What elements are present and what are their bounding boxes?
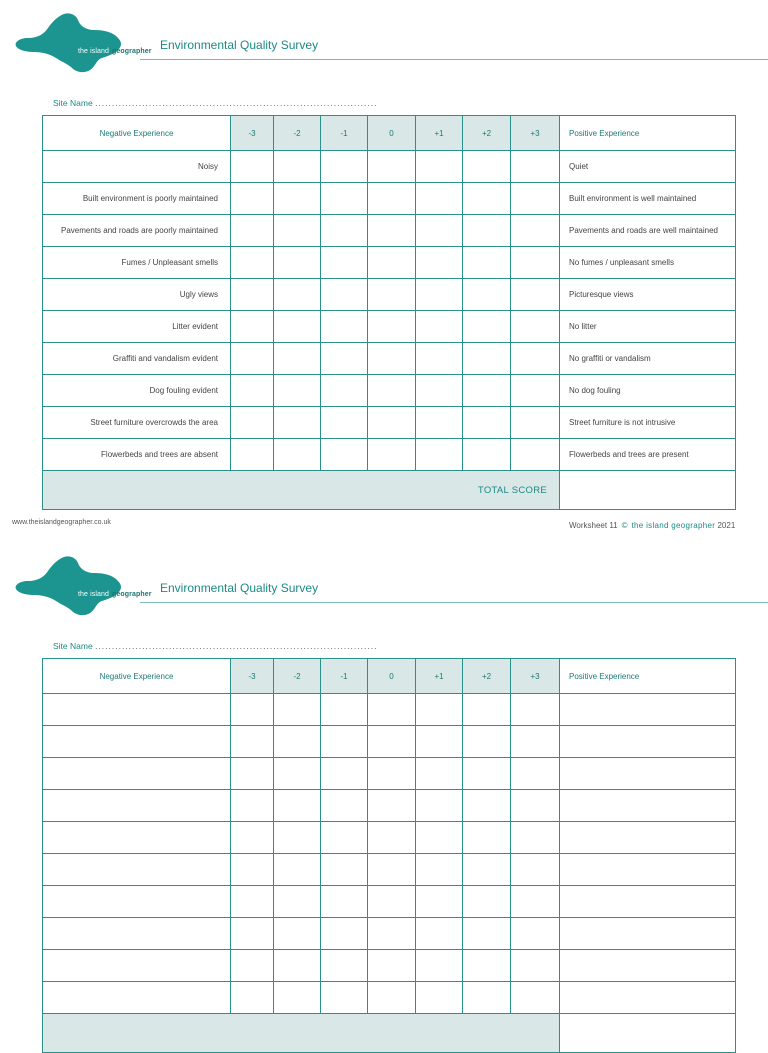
score-cell[interactable] xyxy=(416,247,463,279)
table-row xyxy=(43,215,736,247)
score-cell[interactable] xyxy=(416,215,463,247)
negative-criterion xyxy=(43,822,231,854)
score-cell[interactable] xyxy=(231,439,274,471)
total-score-label: TOTAL SCORE xyxy=(43,471,560,510)
score-cell[interactable] xyxy=(511,790,560,822)
score-cell[interactable] xyxy=(368,279,416,311)
negative-criterion xyxy=(43,758,231,790)
score-cell[interactable] xyxy=(321,790,368,822)
score-cell[interactable] xyxy=(416,279,463,311)
score-cell[interactable] xyxy=(231,758,274,790)
positive-criterion xyxy=(560,886,736,918)
score-cell[interactable] xyxy=(274,151,321,183)
score-cell[interactable] xyxy=(274,758,321,790)
positive-criterion: Flowerbeds and trees are present xyxy=(560,439,736,471)
score-cell[interactable] xyxy=(321,183,368,215)
total-row xyxy=(43,1014,736,1053)
table-row xyxy=(43,375,736,407)
score-cell[interactable] xyxy=(511,726,560,758)
island-logo-icon xyxy=(14,12,144,74)
logo xyxy=(14,555,152,617)
negative-criterion: Graffiti and vandalism evident xyxy=(43,343,231,375)
score-cell[interactable] xyxy=(231,950,274,982)
score-header: -3 xyxy=(231,659,274,694)
score-cell[interactable] xyxy=(463,726,511,758)
table-row xyxy=(43,694,736,726)
positive-criterion: No fumes / unpleasant smells xyxy=(560,247,736,279)
score-cell[interactable] xyxy=(416,726,463,758)
score-cell[interactable] xyxy=(463,918,511,950)
score-cell[interactable] xyxy=(231,407,274,439)
table-row xyxy=(43,886,736,918)
positive-criterion xyxy=(560,726,736,758)
score-cell[interactable] xyxy=(231,247,274,279)
positive-criterion: Picturesque views xyxy=(560,279,736,311)
score-header: 0 xyxy=(368,659,416,694)
score-cell[interactable] xyxy=(416,183,463,215)
score-cell[interactable] xyxy=(368,375,416,407)
site-name-label: Site Name xyxy=(53,641,93,651)
score-cell[interactable] xyxy=(463,183,511,215)
score-cell[interactable] xyxy=(368,982,416,1014)
score-cell[interactable] xyxy=(321,854,368,886)
table-row xyxy=(43,407,736,439)
table-row xyxy=(43,247,736,279)
site-name-label: Site Name xyxy=(53,98,93,108)
score-cell[interactable] xyxy=(231,343,274,375)
score-cell[interactable] xyxy=(416,758,463,790)
total-score-cell[interactable] xyxy=(560,1014,736,1053)
positive-criterion xyxy=(560,694,736,726)
score-header: -1 xyxy=(321,116,368,151)
score-cell[interactable] xyxy=(231,726,274,758)
negative-criterion: Fumes / Unpleasant smells xyxy=(43,247,231,279)
score-cell[interactable] xyxy=(321,151,368,183)
score-cell[interactable] xyxy=(368,407,416,439)
score-cell[interactable] xyxy=(274,407,321,439)
score-cell[interactable] xyxy=(416,854,463,886)
score-cell[interactable] xyxy=(368,758,416,790)
negative-criterion xyxy=(43,726,231,758)
positive-criterion xyxy=(560,982,736,1014)
negative-criterion: Street furniture overcrowds the area xyxy=(43,407,231,439)
score-cell[interactable] xyxy=(231,918,274,950)
score-cell[interactable] xyxy=(463,790,511,822)
score-cell[interactable] xyxy=(274,790,321,822)
positive-criterion xyxy=(560,854,736,886)
score-header: -3 xyxy=(231,116,274,151)
score-cell[interactable] xyxy=(463,375,511,407)
negative-criterion xyxy=(43,982,231,1014)
table-row xyxy=(43,982,736,1014)
score-cell[interactable] xyxy=(321,215,368,247)
score-cell[interactable] xyxy=(463,822,511,854)
score-cell[interactable] xyxy=(463,854,511,886)
header-divider xyxy=(140,602,768,603)
score-cell[interactable] xyxy=(231,215,274,247)
score-cell[interactable] xyxy=(274,822,321,854)
table-row xyxy=(43,183,736,215)
score-cell[interactable] xyxy=(321,726,368,758)
score-cell[interactable] xyxy=(368,950,416,982)
score-cell[interactable] xyxy=(231,854,274,886)
site-name-field[interactable] xyxy=(53,641,473,651)
score-cell[interactable] xyxy=(416,950,463,982)
score-cell[interactable] xyxy=(511,279,560,311)
score-cell[interactable] xyxy=(231,183,274,215)
score-header: -2 xyxy=(274,659,321,694)
footer-year: 2021 xyxy=(717,521,736,530)
score-cell[interactable] xyxy=(368,183,416,215)
score-cell[interactable] xyxy=(274,982,321,1014)
negative-experience-header: Negative Experience xyxy=(43,116,231,151)
negative-criterion xyxy=(43,694,231,726)
table-row xyxy=(43,343,736,375)
table-row xyxy=(43,439,736,471)
table-row xyxy=(43,279,736,311)
score-cell[interactable] xyxy=(321,279,368,311)
score-cell[interactable] xyxy=(321,343,368,375)
score-cell[interactable] xyxy=(463,247,511,279)
score-cell[interactable] xyxy=(274,694,321,726)
score-cell[interactable] xyxy=(274,854,321,886)
score-cell[interactable] xyxy=(416,822,463,854)
score-cell[interactable] xyxy=(416,151,463,183)
site-name-dots: .................................................................................... xyxy=(95,641,378,651)
score-cell[interactable] xyxy=(463,215,511,247)
score-cell[interactable] xyxy=(511,822,560,854)
score-cell[interactable] xyxy=(416,790,463,822)
score-cell[interactable] xyxy=(231,375,274,407)
negative-criterion: Flowerbeds and trees are absent xyxy=(43,439,231,471)
score-cell[interactable] xyxy=(511,854,560,886)
score-cell[interactable] xyxy=(416,886,463,918)
table-header-row xyxy=(43,116,736,151)
negative-criterion xyxy=(43,950,231,982)
score-cell[interactable] xyxy=(511,215,560,247)
score-cell[interactable] xyxy=(416,439,463,471)
score-cell[interactable] xyxy=(511,758,560,790)
score-cell[interactable] xyxy=(231,982,274,1014)
positive-criterion: Street furniture is not intrusive xyxy=(560,407,736,439)
score-cell[interactable] xyxy=(463,982,511,1014)
score-cell[interactable] xyxy=(463,279,511,311)
table-header-row xyxy=(43,659,736,694)
score-cell[interactable] xyxy=(511,343,560,375)
score-header: +2 xyxy=(463,659,511,694)
table-row xyxy=(43,822,736,854)
negative-criterion xyxy=(43,854,231,886)
score-cell[interactable] xyxy=(321,758,368,790)
score-cell[interactable] xyxy=(368,247,416,279)
copyright-icon: © xyxy=(621,521,628,530)
score-cell[interactable] xyxy=(274,279,321,311)
negative-criterion: Ugly views xyxy=(43,279,231,311)
positive-criterion: Pavements and roads are well maintained xyxy=(560,215,736,247)
score-header: +2 xyxy=(463,116,511,151)
score-cell[interactable] xyxy=(368,311,416,343)
score-cell[interactable] xyxy=(463,343,511,375)
score-header: -2 xyxy=(274,116,321,151)
score-cell[interactable] xyxy=(368,151,416,183)
score-cell[interactable] xyxy=(511,375,560,407)
table-row xyxy=(43,311,736,343)
score-cell[interactable] xyxy=(321,375,368,407)
score-cell[interactable] xyxy=(231,886,274,918)
worksheet-label: Worksheet 11 xyxy=(569,521,618,530)
score-cell[interactable] xyxy=(274,343,321,375)
score-cell[interactable] xyxy=(274,439,321,471)
negative-criterion: Built environment is poorly maintained xyxy=(43,183,231,215)
negative-criterion: Noisy xyxy=(43,151,231,183)
positive-experience-header: Positive Experience xyxy=(560,659,736,694)
score-cell[interactable] xyxy=(231,694,274,726)
table-row xyxy=(43,854,736,886)
table-row xyxy=(43,790,736,822)
score-cell[interactable] xyxy=(416,918,463,950)
logo-text: the island geographer xyxy=(78,591,152,598)
positive-criterion xyxy=(560,950,736,982)
score-cell[interactable] xyxy=(231,822,274,854)
score-cell[interactable] xyxy=(463,439,511,471)
total-score-cell[interactable] xyxy=(560,471,736,510)
positive-criterion: No dog fouling xyxy=(560,375,736,407)
site-name-field[interactable] xyxy=(53,98,473,108)
score-cell[interactable] xyxy=(274,950,321,982)
score-cell[interactable] xyxy=(463,311,511,343)
footer-url: www.theislandgeographer.co.uk xyxy=(12,519,111,526)
score-cell[interactable] xyxy=(511,247,560,279)
logo xyxy=(14,12,152,74)
score-cell[interactable] xyxy=(231,311,274,343)
negative-criterion xyxy=(43,790,231,822)
score-cell[interactable] xyxy=(416,694,463,726)
score-cell[interactable] xyxy=(511,694,560,726)
positive-criterion xyxy=(560,918,736,950)
island-logo-icon xyxy=(14,555,144,617)
score-cell[interactable] xyxy=(231,151,274,183)
score-cell[interactable] xyxy=(274,918,321,950)
score-cell[interactable] xyxy=(274,247,321,279)
score-cell[interactable] xyxy=(231,279,274,311)
score-cell[interactable] xyxy=(321,439,368,471)
negative-criterion: Litter evident xyxy=(43,311,231,343)
score-header: +3 xyxy=(511,116,560,151)
total-row xyxy=(43,471,736,510)
score-header: -1 xyxy=(321,659,368,694)
score-cell[interactable] xyxy=(321,950,368,982)
score-cell[interactable] xyxy=(321,918,368,950)
score-cell[interactable] xyxy=(274,375,321,407)
score-cell[interactable] xyxy=(368,854,416,886)
score-cell[interactable] xyxy=(511,151,560,183)
score-cell[interactable] xyxy=(231,790,274,822)
table-row xyxy=(43,151,736,183)
score-cell[interactable] xyxy=(368,822,416,854)
score-cell[interactable] xyxy=(463,758,511,790)
score-cell[interactable] xyxy=(511,311,560,343)
score-cell[interactable] xyxy=(274,215,321,247)
positive-criterion: No graffiti or vandalism xyxy=(560,343,736,375)
footer-brand: the island geographer xyxy=(631,521,716,530)
negative-criterion xyxy=(43,918,231,950)
score-cell[interactable] xyxy=(368,215,416,247)
score-cell[interactable] xyxy=(368,726,416,758)
score-cell[interactable] xyxy=(321,886,368,918)
survey-table xyxy=(42,658,736,1053)
score-header: 0 xyxy=(368,116,416,151)
score-cell[interactable] xyxy=(511,407,560,439)
score-cell[interactable] xyxy=(321,407,368,439)
score-cell[interactable] xyxy=(416,311,463,343)
score-cell[interactable] xyxy=(463,151,511,183)
score-cell[interactable] xyxy=(321,822,368,854)
positive-criterion: Built environment is well maintained xyxy=(560,183,736,215)
score-cell[interactable] xyxy=(368,918,416,950)
score-cell[interactable] xyxy=(511,439,560,471)
positive-criterion xyxy=(560,758,736,790)
score-header: +3 xyxy=(511,659,560,694)
score-cell[interactable] xyxy=(368,886,416,918)
score-cell[interactable] xyxy=(321,694,368,726)
score-cell[interactable] xyxy=(274,886,321,918)
footer-credit xyxy=(569,521,735,530)
score-cell[interactable] xyxy=(321,982,368,1014)
positive-criterion xyxy=(560,790,736,822)
score-header: +1 xyxy=(416,659,463,694)
negative-experience-header: Negative Experience xyxy=(43,659,231,694)
score-cell[interactable] xyxy=(321,311,368,343)
score-cell[interactable] xyxy=(321,247,368,279)
table-row xyxy=(43,726,736,758)
total-score-label xyxy=(43,1014,560,1053)
score-cell[interactable] xyxy=(511,183,560,215)
score-cell[interactable] xyxy=(368,790,416,822)
negative-criterion: Pavements and roads are poorly maintained xyxy=(43,215,231,247)
score-cell[interactable] xyxy=(463,950,511,982)
negative-criterion xyxy=(43,886,231,918)
score-cell[interactable] xyxy=(416,982,463,1014)
score-cell[interactable] xyxy=(511,886,560,918)
score-cell[interactable] xyxy=(274,726,321,758)
logo-text: the island geographer xyxy=(78,48,152,55)
score-cell[interactable] xyxy=(368,343,416,375)
page-title: Environmental Quality Survey xyxy=(160,38,319,52)
score-cell[interactable] xyxy=(511,982,560,1014)
table-row xyxy=(43,950,736,982)
score-cell[interactable] xyxy=(416,343,463,375)
positive-experience-header: Positive Experience xyxy=(560,116,736,151)
score-cell[interactable] xyxy=(368,439,416,471)
score-cell[interactable] xyxy=(511,918,560,950)
score-cell[interactable] xyxy=(463,407,511,439)
score-cell[interactable] xyxy=(511,950,560,982)
table-row xyxy=(43,758,736,790)
positive-criterion: No litter xyxy=(560,311,736,343)
survey-table xyxy=(42,115,736,510)
score-cell[interactable] xyxy=(274,183,321,215)
score-cell[interactable] xyxy=(463,886,511,918)
site-name-dots: .................................................................................... xyxy=(95,98,378,108)
page-title: Environmental Quality Survey xyxy=(160,581,319,595)
score-header: +1 xyxy=(416,116,463,151)
score-cell[interactable] xyxy=(416,375,463,407)
score-cell[interactable] xyxy=(368,694,416,726)
table-row xyxy=(43,918,736,950)
header-divider xyxy=(140,59,768,60)
positive-criterion xyxy=(560,822,736,854)
score-cell[interactable] xyxy=(463,694,511,726)
score-cell[interactable] xyxy=(274,311,321,343)
negative-criterion: Dog fouling evident xyxy=(43,375,231,407)
score-cell[interactable] xyxy=(416,407,463,439)
positive-criterion: Quiet xyxy=(560,151,736,183)
